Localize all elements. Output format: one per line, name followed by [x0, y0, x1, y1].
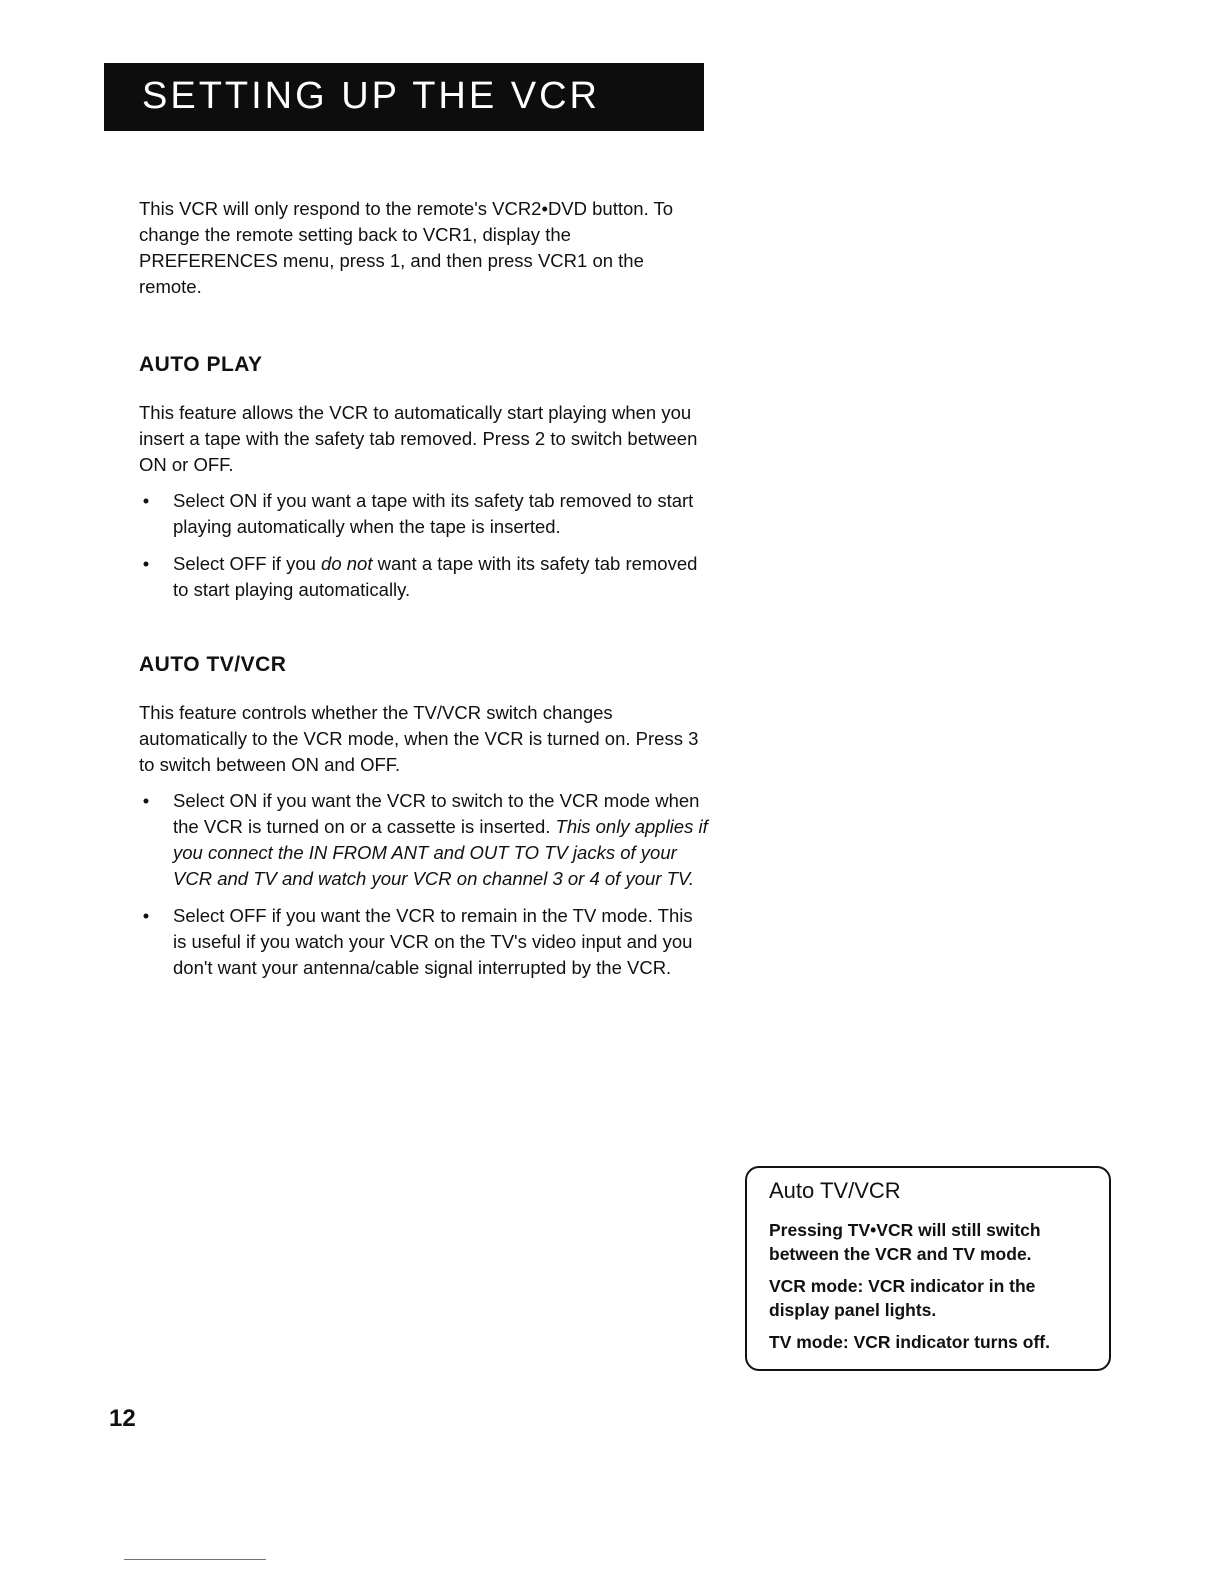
- tip-sidebar-box: [745, 1166, 1111, 1371]
- list-item: [139, 488, 709, 540]
- auto-play-bullet-list: [139, 488, 709, 603]
- main-content: [139, 196, 709, 992]
- bullet-text: Select ON if you want a tape with its safety tab removed to start playing automatically when the tape is inserted.: [173, 490, 694, 537]
- auto-tv-vcr-heading: AUTO TV/VCR: [139, 653, 287, 676]
- bullet-emphasis: This only applies if you connect the IN FROM ANT and OUT TO TV jacks of your VCR and TV and watch your VCR on channel 3 or 4 of your TV.: [173, 816, 708, 889]
- list-item: [139, 551, 709, 603]
- auto-play-section: [139, 352, 709, 603]
- page-number: 12: [109, 1405, 136, 1432]
- auto-tv-vcr-bullet-list: [139, 788, 709, 981]
- auto-play-heading: AUTO PLAY: [139, 353, 263, 376]
- sidebar-line: Pressing TV•VCR will still switch between the VCR and TV mode.: [769, 1220, 1041, 1264]
- auto-play-description: This feature allows the VCR to automatically start playing when you insert a tape with the safety tab removed. Press 2 to switch between ON or OFF.: [139, 402, 698, 475]
- section-title: SETTING UP THE VCR: [142, 75, 600, 117]
- sidebar-title: Auto TV/VCR: [769, 1178, 901, 1203]
- bullet-text-before: Select OFF if you: [173, 553, 322, 574]
- bullet-icon: •: [142, 553, 150, 574]
- bullet-emphasis: do not: [321, 553, 373, 574]
- bullet-icon: •: [142, 790, 150, 811]
- sidebar-line: TV mode: VCR indicator turns off.: [769, 1332, 1050, 1352]
- bullet-text-after: want a tape with its safety tab removed to start playing automatically.: [173, 553, 698, 600]
- bullet-icon: •: [142, 490, 150, 511]
- bullet-text: Select OFF if you want the VCR to remain in the TV mode. This is useful if you watch your VCR on the TV's video input and you don't want your antenna/cable signal interrupted by the VCR.: [173, 905, 693, 978]
- list-item: [139, 903, 709, 981]
- list-item: [139, 788, 709, 892]
- bullet-icon: •: [142, 905, 150, 926]
- bottom-rule: [124, 1559, 266, 1560]
- bullet-text-before: Select ON if you want the VCR to switch to the VCR mode when the VCR is turned on or a cassette is inserted.: [173, 790, 700, 837]
- auto-tv-vcr-description: This feature controls whether the TV/VCR switch changes automatically to the VCR mode, when the VCR is turned on. Press 3 to switch between ON and OFF.: [139, 702, 699, 775]
- section-header-bar: [104, 63, 704, 131]
- intro-paragraph: This VCR will only respond to the remote's VCR2•DVD button. To change the remote setting back to VCR1, display the PREFERENCES menu, press 1, and then press VCR1 on the remote.: [139, 198, 674, 297]
- sidebar-line: VCR mode: VCR indicator in the display panel lights.: [769, 1276, 1036, 1320]
- auto-tv-vcr-section: [139, 652, 709, 981]
